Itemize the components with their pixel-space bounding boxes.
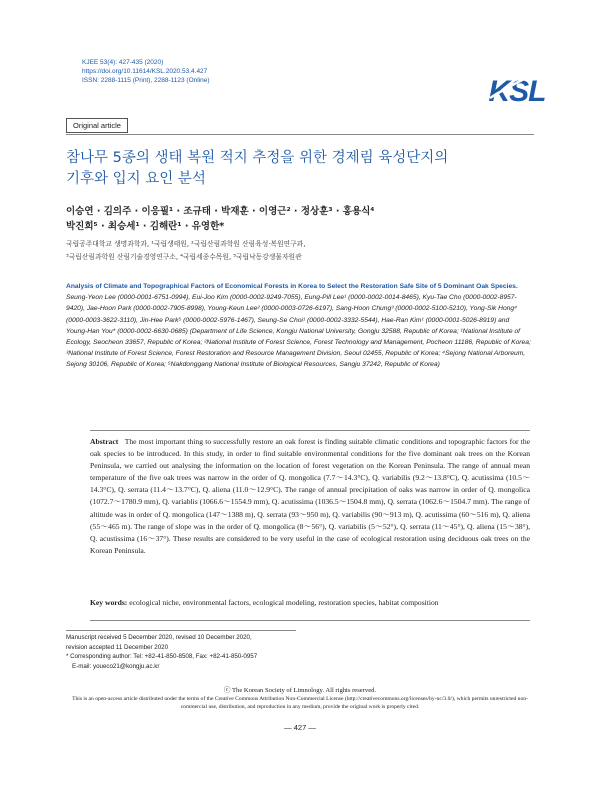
ksl-logo-text: KSL [488, 75, 546, 108]
authors-line-2: 박진희⁵ · 최승세¹ · 김해란¹ · 유영한* [66, 221, 225, 232]
abstract-label: Abstract [90, 437, 119, 446]
journal-meta [82, 58, 210, 85]
journal-citation: KJEE 53(4): 427-435 (2020) [82, 59, 164, 66]
abstract-top-rule [90, 430, 530, 431]
title-divider [66, 134, 534, 135]
authors-ko [66, 204, 536, 234]
abstract-bottom-rule [90, 620, 530, 621]
keywords [90, 597, 530, 608]
article-type-badge: Original article [66, 118, 128, 133]
english-title-authors [66, 281, 532, 371]
article-title-ko [66, 148, 536, 190]
journal-issn: ISSN: 2288-1115 (Print), 2288-1123 (Online) [82, 77, 210, 84]
authors-line-1: 이승연 · 김의주 · 이응필¹ · 조규태 · 박재훈 · 이영근² · 정상훈³ · 홍용식⁴ [66, 206, 375, 217]
keywords-text: ecological niche, environmental factors, ecological modeling, restoration species, habitat composition [129, 598, 439, 607]
article-title-en: Analysis of Climate and Topographical Factors of Economical Forests in Korea to Select the Restoration Safe Site of 5 Dominant Oak Species. [66, 283, 518, 290]
page-number: — 427 — [284, 723, 316, 732]
title-line-1: 참나무 5종의 생태 복원 적지 추정을 위한 경제림 육성단지의 [66, 150, 449, 166]
keywords-label: Key words: [90, 598, 128, 607]
affil-line-1: 국립공주대학교 생명과학과, ¹국립생태원, ²국립산림과학원 산림육성·복원연구과, [66, 240, 306, 248]
affiliations-ko [66, 238, 536, 264]
footnote-line: * Corresponding author: Tel: +82-41-850-8508, Fax: +82-41-850-0957 [66, 653, 258, 661]
footnote-line: Manuscript received 5 December 2020, revised 10 December 2020, [66, 634, 252, 641]
footnotes [66, 633, 366, 671]
title-line-2: 기후와 입지 요인 분석 [66, 171, 206, 187]
abstract [90, 436, 530, 557]
abstract-text: The most important thing to successfully restore an oak forest is finding suitable climatic conditions and topographic factors for the oak species to be introduced. In this study, in order to find suitable environmental conditions for the five dominant oak trees on the Korean Peninsula, we carried out analysing the information on the location of forest vegetation on the Korean Peninsula. The range of annual mean temperature of the five oak trees was narrow in the order of Q. mongolica (7.7～14.3°C), Q. variabilis (9.2～13.8°C), Q. acutissima (10.5～14.3°C), Q. serrata (11.4～13.7°C), Q. aliena (11.0～12.9°C). The range of annual precipitation of oaks was narrow in order of Q. mongolica (1072.7～1780.9 mm), Q. variablis (1066.6～1554.9 mm), Q. acutissima (1036.5～1504.8 mm), Q. serrata (1062.6～1504.7 mm). The range of altitude was in order of Q. mongolica (147～1388 m), Q. serrata (93～950 m), Q. variabilis (90～913 m), Q. acutissima (60～516 m), Q. aliena (55～465 m). The range of slope was in the order of Q. mongolica (8～56°), Q. variabilis (5～52°), Q. serrata (11～45°), Q. aliena (15～38°), Q. acustissima (16～37°). These results are considered to be very useful in the case of ecological restoration using deciduous oak trees on the Korean Peninsula. [90, 437, 530, 555]
copyright: ⓒ The Korean Society of Limnology. All rights reserved. [223, 687, 377, 694]
license-text: This is an open-access article distributed under the terms of the Creative Commons Attribution Non-Commercial License (http://creativecommons.org/licenses/by-nc/3.0/), which permits unrestricted non-commercial use, distribution, and reproduction in any medium, provide the original work is properly cited. [72, 696, 528, 710]
affil-line-2: ³국립산림과학원 산림기술경영연구소, ⁴국립세종수목원, ⁵국립낙동강생물자원관 [66, 253, 302, 261]
authors-en: Seung-Yeon Lee (0000-0001-6751-0994), Eui-Joo Kim (0000-0002-9249-7055), Eung-Pill Lee¹ (0000-0002-0014-8465), Kyu-Tae Cho (0000-0002-8957-9420), Jae-Hoon Park (0000-0002-7905-8998), Young-Keun Lee² (0000-0003-0726-6197), Sang-Hoon Chung³ (0000-0002-5100-5210), Yong-Sik Hong⁴ (0000-0003-3622-3110), Jin-Hee Park⁵ (0000-0002-5976-1467), Seung-Se Choi¹ (0000-0002-3332-5544), Hae-Ran Kim¹ (0000-0001-5026-8919) and Young-Han You* (0000-0002-6630-0685) (Department of Life Science, Kongju National University, Gongju 32588, Republic of Korea; ¹National Institute of Ecology, Seocheon 33657, Republic of Korea; ²National Institute of Forest Science, Forest Technology and Management, Pocheon 11186, Republic of Korea; ³National Institute of Forest Science, Forest Restoration and Resource Management Division, Seoul 02455, Republic of Korea; ⁴Sejong National Arboreum, Sejong 30106, Republic of Korea; ⁵Nakdonggang National Institute of Biological Resources, Sangju 37242, Republic of Korea) [66, 294, 531, 369]
footnote-line: revision accepted 11 December 2020 [66, 643, 169, 651]
footnote-line: E-mail: youeco21@kongju.ac.kr [72, 662, 160, 670]
ksl-logo [486, 68, 548, 110]
journal-doi[interactable]: https://doi.org/10.11614/KSL.2020.53.4.427 [82, 68, 208, 75]
footnote-rule [66, 630, 296, 631]
